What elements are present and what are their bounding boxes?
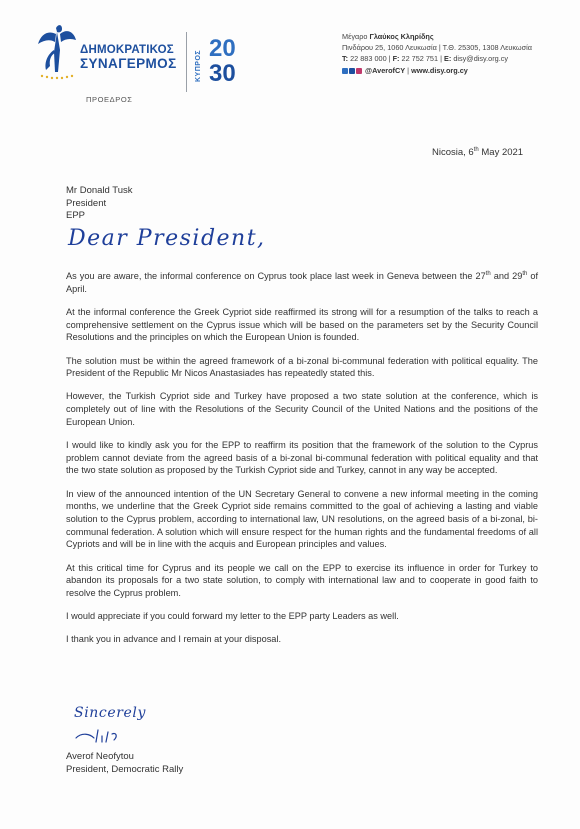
salutation: Dear President, [68, 226, 266, 251]
date-prefix: Nicosia, 6 [432, 147, 474, 159]
social-icons [342, 65, 363, 76]
letterhead-divider [186, 32, 187, 92]
ordinal-sup: th [485, 270, 491, 277]
date-suffix: May 2021 [478, 147, 524, 159]
party-name-line1: ΔΗΜΟΚΡΑΤΙΚΟΣ [80, 44, 174, 56]
ordinal-sup: th [522, 270, 528, 277]
twitter-icon[interactable] [342, 68, 348, 74]
paragraph-1-text-a: As you are aware, the informal conference on Cyprus took place last week in Geneva between the 27 [66, 271, 486, 281]
handwritten-signature-icon [72, 718, 142, 754]
party-name-line2: ΣΥΝΑΓΕΡΜΟΣ [80, 56, 177, 71]
recipient-title: President [66, 197, 107, 209]
paragraph-7: At this critical time for Cyprus and its people we call on the EPP to exercise its influence in order for Turkey to abandon its proposals for a two state solution, to comply with international law and to cooperate in good faith to resolve the Cyprus problem. [66, 562, 538, 599]
campaign-vertical-label: ΚΥΠΡΟΣ [195, 49, 202, 83]
phone-number: 22 883 000 [350, 54, 387, 64]
facebook-icon[interactable] [349, 68, 355, 74]
website-link[interactable]: www.disy.org.cy [411, 65, 468, 75]
paragraph-4: However, the Turkish Cypriot side and Turkey have proposed a two state solution at the conference, which is completely out of line with the Resolutions of the Security Council of the United Nations and the positions of the European Union. [66, 391, 538, 427]
paragraph-9: I thank you in advance and I remain at your disposal. [66, 634, 282, 645]
recipient-org: EPP [66, 210, 86, 221]
letterhead-address [342, 31, 532, 76]
address-street: Πινδάρου 25, 1060 Λευκωσία | Τ.Θ. 25305, 1308 Λευκωσία [342, 43, 532, 53]
instagram-icon[interactable] [356, 68, 362, 74]
address-prefix: Μέγαρο [342, 32, 368, 41]
signer-name: Averof Neofytou [66, 751, 134, 762]
office-label: ΠΡΟΕΔΡΟΣ [86, 95, 133, 104]
address-building-line [342, 31, 532, 42]
date-ordinal: th [473, 147, 479, 153]
fax-label: F: [392, 54, 400, 64]
paragraph-1-text-c: of April. [66, 271, 539, 294]
signoff: Sincerely [74, 705, 146, 721]
paragraph-3: The solution must be within the agreed framework of a bi-zonal bi-communal federation with political equality. The President of the Republic Mr Nicos Anastasiades has repeatedly stated this. [66, 355, 538, 379]
recipient-name: Mr Donald Tusk [66, 185, 133, 196]
paragraph-2: At the informal conference the Greek Cypriot side reaffirmed its strong will for a resumption of the talks to reach a comprehensive settlement on the Cyprus issue which will be based on the parameters set by the Security Council Resolutions and the principles on which the European Union is founded. [66, 306, 538, 343]
signer-block [66, 751, 183, 776]
disy-2030-logo-icon [207, 34, 251, 84]
email-label: E: [444, 54, 452, 64]
social-handle[interactable]: @AverofCY [365, 65, 406, 75]
address-building: Γλαύκος Κληρίδης [369, 32, 434, 41]
recipient-block [66, 185, 133, 223]
party-emblem-icon [36, 20, 78, 80]
contact-line: T: 22 883 000 | F: 22 752 751 | E: disy@disy.org.cy [342, 54, 509, 64]
fax-number: 22 752 751 [401, 54, 439, 64]
letter-date [432, 147, 523, 158]
paragraph-8: I would appreciate if you could forward my letter to the EPP party Leaders as well. [66, 611, 399, 622]
paragraph-1-text-b: and 29 [490, 271, 523, 281]
party-name [80, 44, 177, 70]
email-link[interactable]: disy@disy.org.cy [453, 54, 509, 64]
social-line: @AverofCY | www.disy.org.cy [342, 65, 532, 77]
paragraph-5: I would like to kindly ask you for the EPP to reaffirm its position that the framework of the solution to the Cyprus problem cannot deviate from the agreed basis of a bi-zonal bi-communal federation with political equality and that the two state solution as proposed by the Turkish Cypriot side and Turkey, cannot in any way be accepted. [66, 440, 538, 476]
signer-title: President, Democratic Rally [66, 763, 184, 775]
letter-body [66, 270, 538, 657]
campaign-top-text: 20 [209, 35, 236, 62]
paragraph-6: In view of the announced intention of the UN Secretary General to convene a new informal meeting in the coming months, we underline that the Greek Cypriot side remains committed to the goal of achieving a lasting and viable solution to the Cyprus problem, according to international law, UN resolutions, on the agreed basis of a bi-zonal, bi-communal federation. A solution which will ensure respect for the human rights and the fundamental freedoms of all Cypriots and will be in line with the acquis and European principles and values. [66, 488, 538, 550]
campaign-bottom-text: 30 [209, 60, 236, 84]
paragraph-1 [66, 270, 538, 295]
phone-label: T: [342, 54, 349, 64]
